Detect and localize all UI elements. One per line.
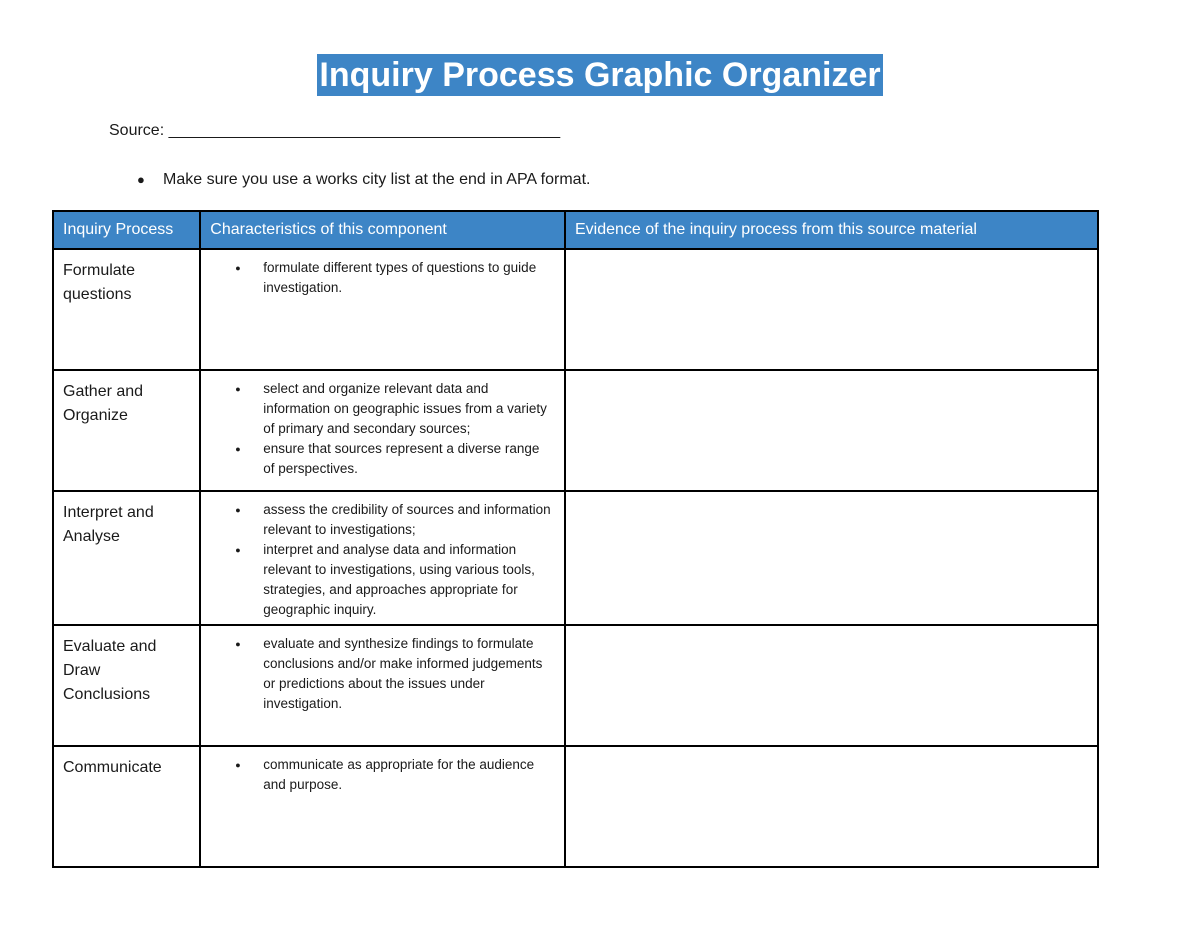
process-label: Formulate questions xyxy=(63,262,136,303)
characteristic-item: ● evaluate and synthesize findings to formulate conclusions and/or make informed judgements or predictions about the issues under investigation. xyxy=(233,634,554,714)
table-header-row xyxy=(53,211,1098,249)
title-container xyxy=(0,54,1200,96)
characteristic-item: ● assess the credibility of sources and information relevant to investigations; xyxy=(233,500,554,540)
table-row xyxy=(53,746,1098,867)
characteristics-list xyxy=(201,492,564,620)
evidence-cell[interactable] xyxy=(565,625,1098,746)
characteristics-cell xyxy=(200,249,565,370)
characteristic-item: ● ensure that sources represent a diverse range of perspectives. xyxy=(233,439,554,479)
characteristic-item: ● communicate as appropriate for the audience and purpose. xyxy=(233,755,554,795)
evidence-cell[interactable] xyxy=(565,370,1098,491)
characteristic-item: ● formulate different types of questions to guide investigation. xyxy=(233,258,554,298)
process-cell xyxy=(53,491,200,625)
organizer-table xyxy=(52,210,1099,868)
process-cell xyxy=(53,625,200,746)
process-label: Gather and Organize xyxy=(63,383,144,424)
process-label: Evaluate and Draw Conclusions xyxy=(63,638,157,703)
characteristics-cell xyxy=(200,491,565,625)
header-inquiry-process: Inquiry Process xyxy=(53,211,200,249)
source-line: Source: ____________________________________________ xyxy=(109,122,561,139)
process-label: Interpret and Analyse xyxy=(63,504,154,545)
table-row xyxy=(53,370,1098,491)
instruction-note xyxy=(137,169,590,191)
instruction-text: Make sure you use a works city list at the end in APA format. xyxy=(163,171,591,188)
characteristics-cell xyxy=(200,370,565,491)
characteristics-list xyxy=(201,250,564,298)
characteristics-cell xyxy=(200,746,565,867)
process-cell xyxy=(53,746,200,867)
table-row xyxy=(53,491,1098,625)
characteristic-item: ● interpret and analyse data and information relevant to investigations, using various tools, strategies, and approaches appropriate for geographic inquiry. xyxy=(233,540,554,620)
characteristics-list xyxy=(201,626,564,714)
header-characteristics: Characteristics of this component xyxy=(200,211,565,249)
characteristics-list xyxy=(201,747,564,795)
table-row xyxy=(53,625,1098,746)
process-cell xyxy=(53,249,200,370)
evidence-cell[interactable] xyxy=(565,249,1098,370)
process-cell xyxy=(53,370,200,491)
evidence-cell[interactable] xyxy=(565,746,1098,867)
characteristic-item: ● select and organize relevant data and information on geographic issues from a variety of primary and secondary sources; xyxy=(233,379,554,439)
evidence-cell[interactable] xyxy=(565,491,1098,625)
characteristics-list xyxy=(201,371,564,479)
header-evidence: Evidence of the inquiry process from this source material xyxy=(565,211,1098,249)
characteristics-cell xyxy=(200,625,565,746)
table-row xyxy=(53,249,1098,370)
bullet-icon: ● xyxy=(137,172,145,187)
process-label: Communicate xyxy=(63,759,162,776)
page-title: Inquiry Process Graphic Organizer xyxy=(319,56,881,94)
